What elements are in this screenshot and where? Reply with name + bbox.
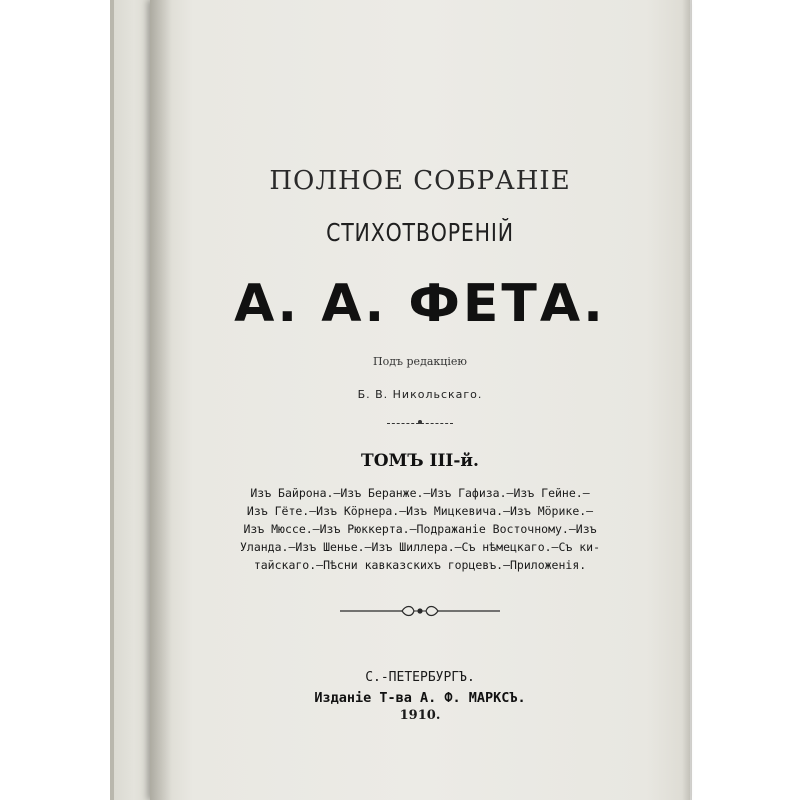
volume-label: ТОМЪ III-й. <box>361 451 479 471</box>
publication-year: 1910. <box>399 708 441 723</box>
editor-name: Б. В. Никольскаго. <box>357 388 483 401</box>
publisher-name: Изданіе Т-ва А. Ф. МАРКСЪ. <box>314 690 526 706</box>
divider-dot <box>418 420 422 424</box>
title-line-1: ПОЛНОЕ СОБРАНІЕ <box>269 166 571 196</box>
contents-line: Изъ Гёте.—Изъ Кöрнера.—Изъ Мицкевича.—Изъ Мöрике.— <box>246 504 594 518</box>
editor-prefix: Подъ редакціею <box>373 355 467 368</box>
contents-line: тайскаго.—Пѣсни кавказскихъ горцевъ.—Приложенія. <box>253 558 587 572</box>
title-line-2: СТИХОТВОРЕНІЙ <box>326 218 514 247</box>
page-gutter-shadow <box>150 0 172 800</box>
contents-line: Изъ Мюссе.—Изъ Рюккерта.—Подражаніе Восточному.—Изъ <box>243 522 597 536</box>
contents-list <box>208 484 632 574</box>
author-name: А. А. ФЕТА. <box>234 274 606 334</box>
publication-city: С.-ПЕТЕРБУРГЪ. <box>365 670 475 685</box>
contents-line: Изъ Байрона.—Изъ Беранже.—Изъ Гафиза.—Изъ Гейне.— <box>250 486 590 500</box>
contents-line: Уланда.—Изъ Шенье.—Изъ Шиллера.—Съ нѣмецкаго.—Съ ки- <box>239 540 601 554</box>
page-edge-shadow <box>110 0 114 800</box>
page-right-shadow <box>682 0 692 800</box>
ornament-divider <box>340 604 500 618</box>
